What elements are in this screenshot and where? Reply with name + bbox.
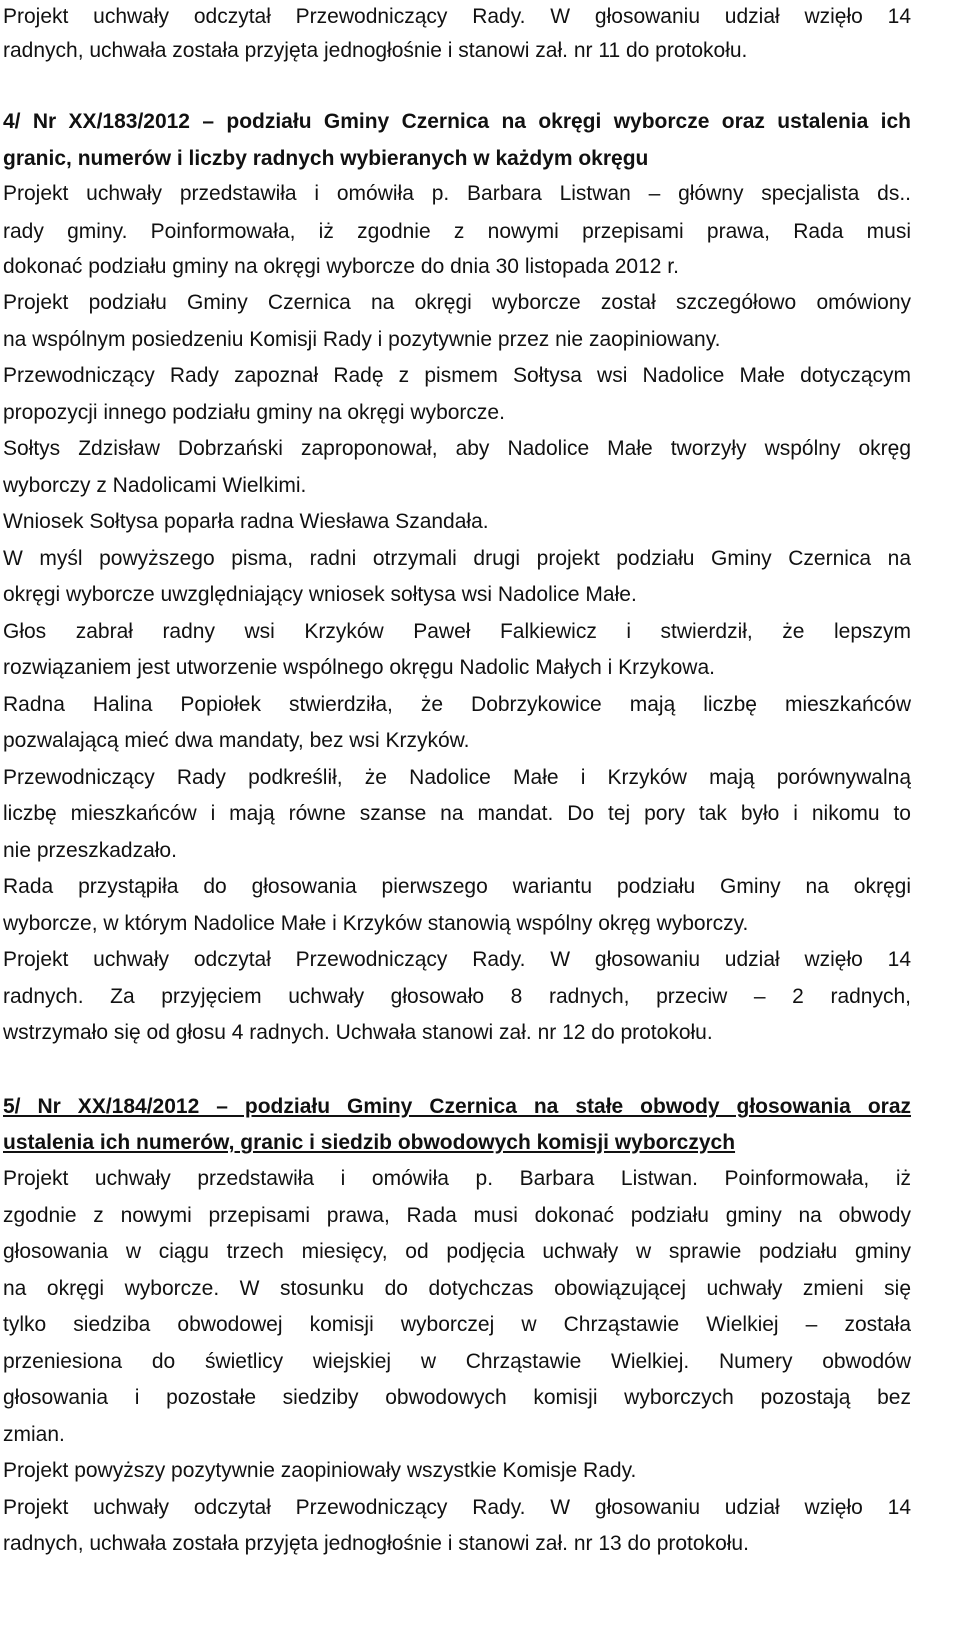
section-heading-4: 4/ Nr XX/183/2012 – podziału Gminy Czernica na okręgi wyborcze oraz ustalenia ich (3, 110, 911, 133)
paragraph-line: zmian. (3, 1423, 65, 1446)
section-heading-5-cont: ustalenia ich numerów, granic i siedzib obwodowych komisji wyborczych (3, 1131, 736, 1154)
paragraph-line: Projekt uchwały przedstawiła i omówiła p. Barbara Listwan. Poinformowała, iż (3, 1167, 911, 1190)
paragraph-line: Przewodniczący Rady podkreślił, że Nadolice Małe i Krzyków mają porównywalną (3, 766, 911, 789)
section-heading-4-cont: granic, numerów i liczby radnych wybieranych w każdym okręgu (3, 147, 649, 170)
paragraph-line: W myśl powyższego pisma, radni otrzymali drugi projekt podziału Gminy Czernica na (3, 547, 911, 570)
paragraph-line: wstrzymało się od głosu 4 radnych. Uchwała stanowi zał. nr 12 do protokołu. (3, 1021, 713, 1044)
section-heading-5: 5/ Nr XX/184/2012 – podziału Gminy Czernica na stałe obwody głosowania oraz (3, 1095, 911, 1118)
paragraph-line: Projekt uchwały odczytał Przewodniczący Rady. W głosowaniu udział wzięło 14 (3, 1496, 911, 1519)
paragraph-line: Rada przystąpiła do głosowania pierwszego wariantu podziału Gminy na okręgi (3, 875, 911, 898)
paragraph-line: okręgi wyborcze uwzględniający wniosek sołtysa wsi Nadolice Małe. (3, 583, 637, 606)
paragraph-line: głosowania w ciągu trzech miesięcy, od podjęcia uchwały w sprawie podziału gminy (3, 1240, 911, 1263)
paragraph-line: wyborcze, w którym Nadolice Małe i Krzyków stanowią wspólny okręg wyborczy. (3, 912, 749, 935)
paragraph-line: Projekt podziału Gminy Czernica na okręgi wyborcze został szczegółowo omówiony (3, 291, 911, 314)
paragraph-line: radnych, uchwała została przyjęta jednogłośnie i stanowi zał. nr 13 do protokołu. (3, 1532, 749, 1555)
paragraph-line: nie przeszkadzało. (3, 839, 177, 862)
paragraph-line: Projekt uchwały odczytał Przewodniczący Rady. W głosowaniu udział wzięło 14 (3, 948, 911, 971)
paragraph-line: na okręgi wyborcze. W stosunku do dotychczas obowiązującej uchwały zmieni się (3, 1277, 911, 1300)
paragraph-line: zgodnie z nowymi przepisami prawa, Rada musi dokonać podziału gminy na obwody (3, 1204, 911, 1227)
paragraph-line: Projekt uchwały przedstawiła i omówiła p. Barbara Listwan – główny specjalista ds.. (3, 182, 911, 205)
paragraph-line: przeniesiona do świetlicy wiejskiej w Chrząstawie Wielkiej. Numery obwodów (3, 1350, 911, 1373)
paragraph-line: tylko siedziba obwodowej komisji wyborczej w Chrząstawie Wielkiej – została (3, 1313, 911, 1336)
paragraph-line: rozwiązaniem jest utworzenie wspólnego okręgu Nadolic Małych i Krzykowa. (3, 656, 715, 679)
paragraph-line: Projekt uchwały odczytał Przewodniczący Rady. W głosowaniu udział wzięło 14 (3, 5, 911, 28)
paragraph-line: Projekt powyższy pozytywnie zaopiniowały wszystkie Komisje Rady. (3, 1459, 637, 1482)
paragraph-line: pozwalającą mieć dwa mandaty, bez wsi Krzyków. (3, 729, 470, 752)
paragraph-line: propozycji innego podziału gminy na okręgi wyborcze. (3, 401, 505, 424)
paragraph-line: rady gminy. Poinformowała, iż zgodnie z nowymi przepisami prawa, Rada musi (3, 220, 911, 243)
paragraph-line: radnych. Za przyjęciem uchwały głosowało 8 radnych, przeciw – 2 radnych, (3, 985, 911, 1008)
paragraph-line: Radna Halina Popiołek stwierdziła, że Dobrzykowice mają liczbę mieszkańców (3, 693, 911, 716)
paragraph-line: wyborczy z Nadolicami Wielkimi. (3, 474, 307, 497)
paragraph-line: radnych, uchwała została przyjęta jednogłośnie i stanowi zał. nr 11 do protokołu. (3, 39, 748, 62)
paragraph-line: Głos zabrał radny wsi Krzyków Paweł Falkiewicz i stwierdził, że lepszym (3, 620, 911, 643)
paragraph-line: dokonać podziału gminy na okręgi wyborcze do dnia 30 listopada 2012 r. (3, 255, 679, 278)
paragraph-line: głosowania i pozostałe siedziby obwodowych komisji wyborczych pozostają bez (3, 1386, 911, 1409)
paragraph-line: na wspólnym posiedzeniu Komisji Rady i pozytywnie przez nie zaopiniowany. (3, 328, 721, 351)
paragraph-line: Sołtys Zdzisław Dobrzański zaproponował, aby Nadolice Małe tworzyły wspólny okręg (3, 437, 911, 460)
paragraph-line: liczbę mieszkańców i mają równe szanse na mandat. Do tej pory tak było i nikomu to (3, 802, 911, 825)
paragraph-line: Przewodniczący Rady zapoznał Radę z pismem Sołtysa wsi Nadolice Małe dotyczącym (3, 364, 911, 387)
paragraph-line: Wniosek Sołtysa poparła radna Wiesława Szandała. (3, 510, 489, 533)
